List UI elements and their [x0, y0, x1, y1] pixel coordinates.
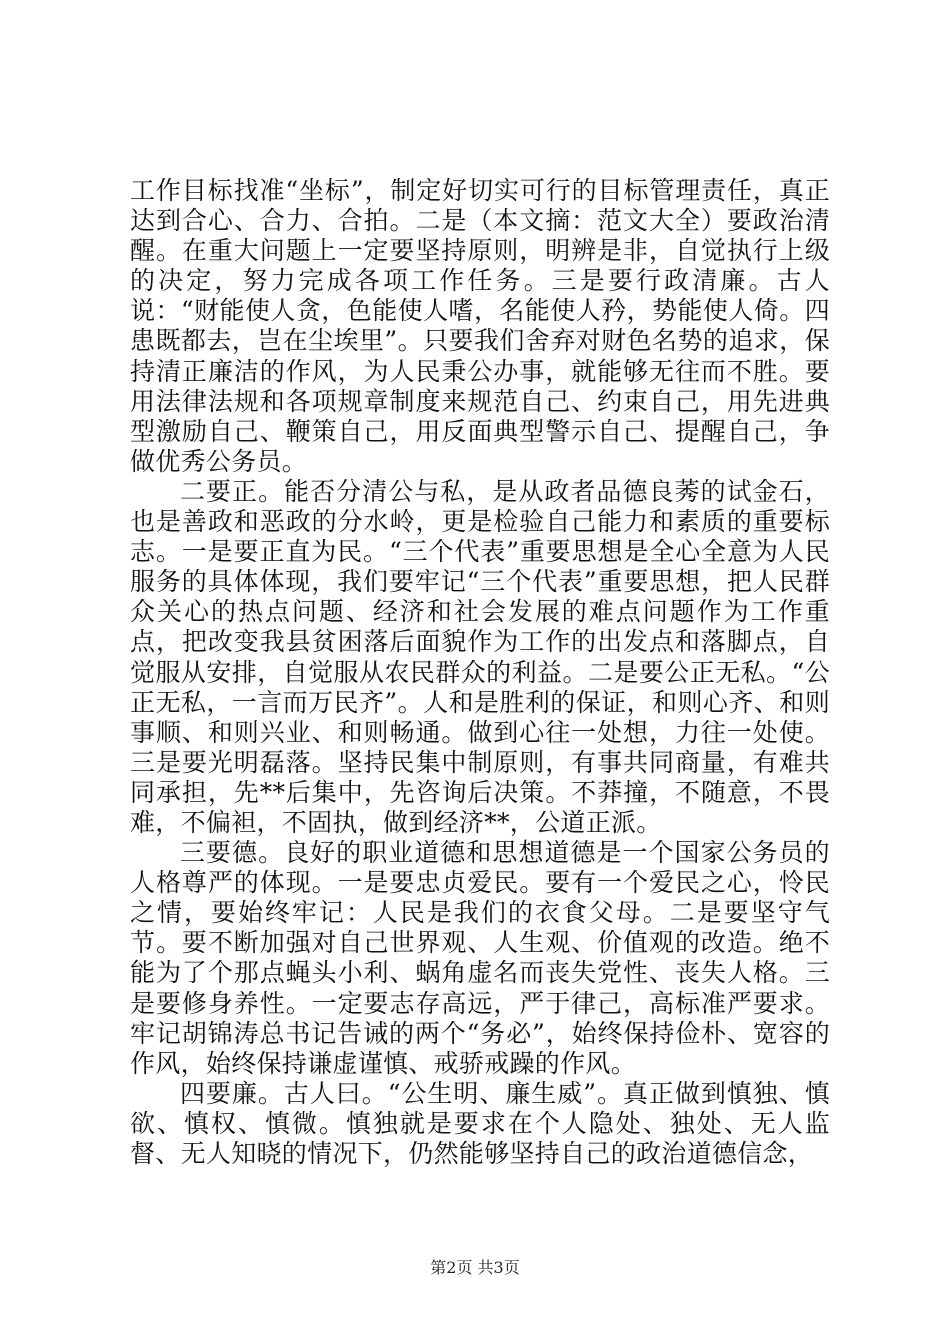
paragraph-3: 三要德。良好的职业道德和思想道德是一个国家公务员的人格尊严的体现。一是要忠贞爱民。要有一个爱民之心，怜民之情，要始终牢记：人民是我们的衣食父母。二是要坚守气节。要不断加强对自己世界观、人生观、价值观的改造。绝不能为了个那点蝇头小利、蜗角虚名而丧失党性、丧失人格。三是要修身养性。一定要志存高远，严于律己，高标准严要求。牢记胡锦涛总书记告诫的两个“务必”，始终保持俭朴、宽容的作风，始终保持谦虚谨慎、戒骄戒躁的作风。 [130, 838, 830, 1078]
paragraph-4: 四要廉。古人曰。“公生明、廉生威”。真正做到慎独、慎欲、慎权、慎微。慎独就是要求在个人隐处、独处、无人监督、无人知晓的情况下，仍然能够坚持自己的政治道德信念， [130, 1078, 830, 1168]
document-body [130, 176, 830, 1169]
paragraph-1: 工作目标找准“坐标”，制定好切实可行的目标管理责任，真正达到合心、合力、合拍。二是（本文摘：范文大全）要政治清醒。在重大问题上一定要坚持原则，明辨是非，自觉执行上级的决定，努力完成各项工作任务。三是要行政清廉。古人说：“财能使人贪，色能使人嗜，名能使人矜，势能使人倚。四患既都去，岂在尘埃里”。只要我们舍弃对财色名势的追求，保持清正廉洁的作风，为人民秉公办事，就能够无往而不胜。要用法律法规和各项规章制度来规范自己、约束自己，用先进典型激励自己、鞭策自己，用反面典型警示自己、提醒自己，争做优秀公务员。 [130, 176, 830, 476]
page-number-footer: 第2页 共3页 [430, 1258, 520, 1277]
paragraph-2: 二要正。能否分清公与私，是从政者品德良莠的试金石，也是善政和恶政的分水岭，更是检验自己能力和素质的重要标志。一是要正直为民。“三个代表”重要思想是全心全意为人民服务的具体体现，我们要牢记“三个代表”重要思想，把人民群众关心的热点问题、经济和社会发展的难点问题作为工作重点，把改变我县贫困落后面貌作为工作的出发点和落脚点，自觉服从安排，自觉服从农民群众的利益。二是要公正无私。“公正无私，一言而万民齐”。人和是胜利的保证，和则心齐、和则事顺、和则兴业、和则畅通。做到心往一处想，力往一处使。三是要光明磊落。坚持民集中制原则，有事共同商量，有难共同承担，先**后集中，先咨询后决策。不莽撞，不随意，不畏难，不偏袒，不固执，做到经济**，公道正派。 [130, 476, 830, 837]
